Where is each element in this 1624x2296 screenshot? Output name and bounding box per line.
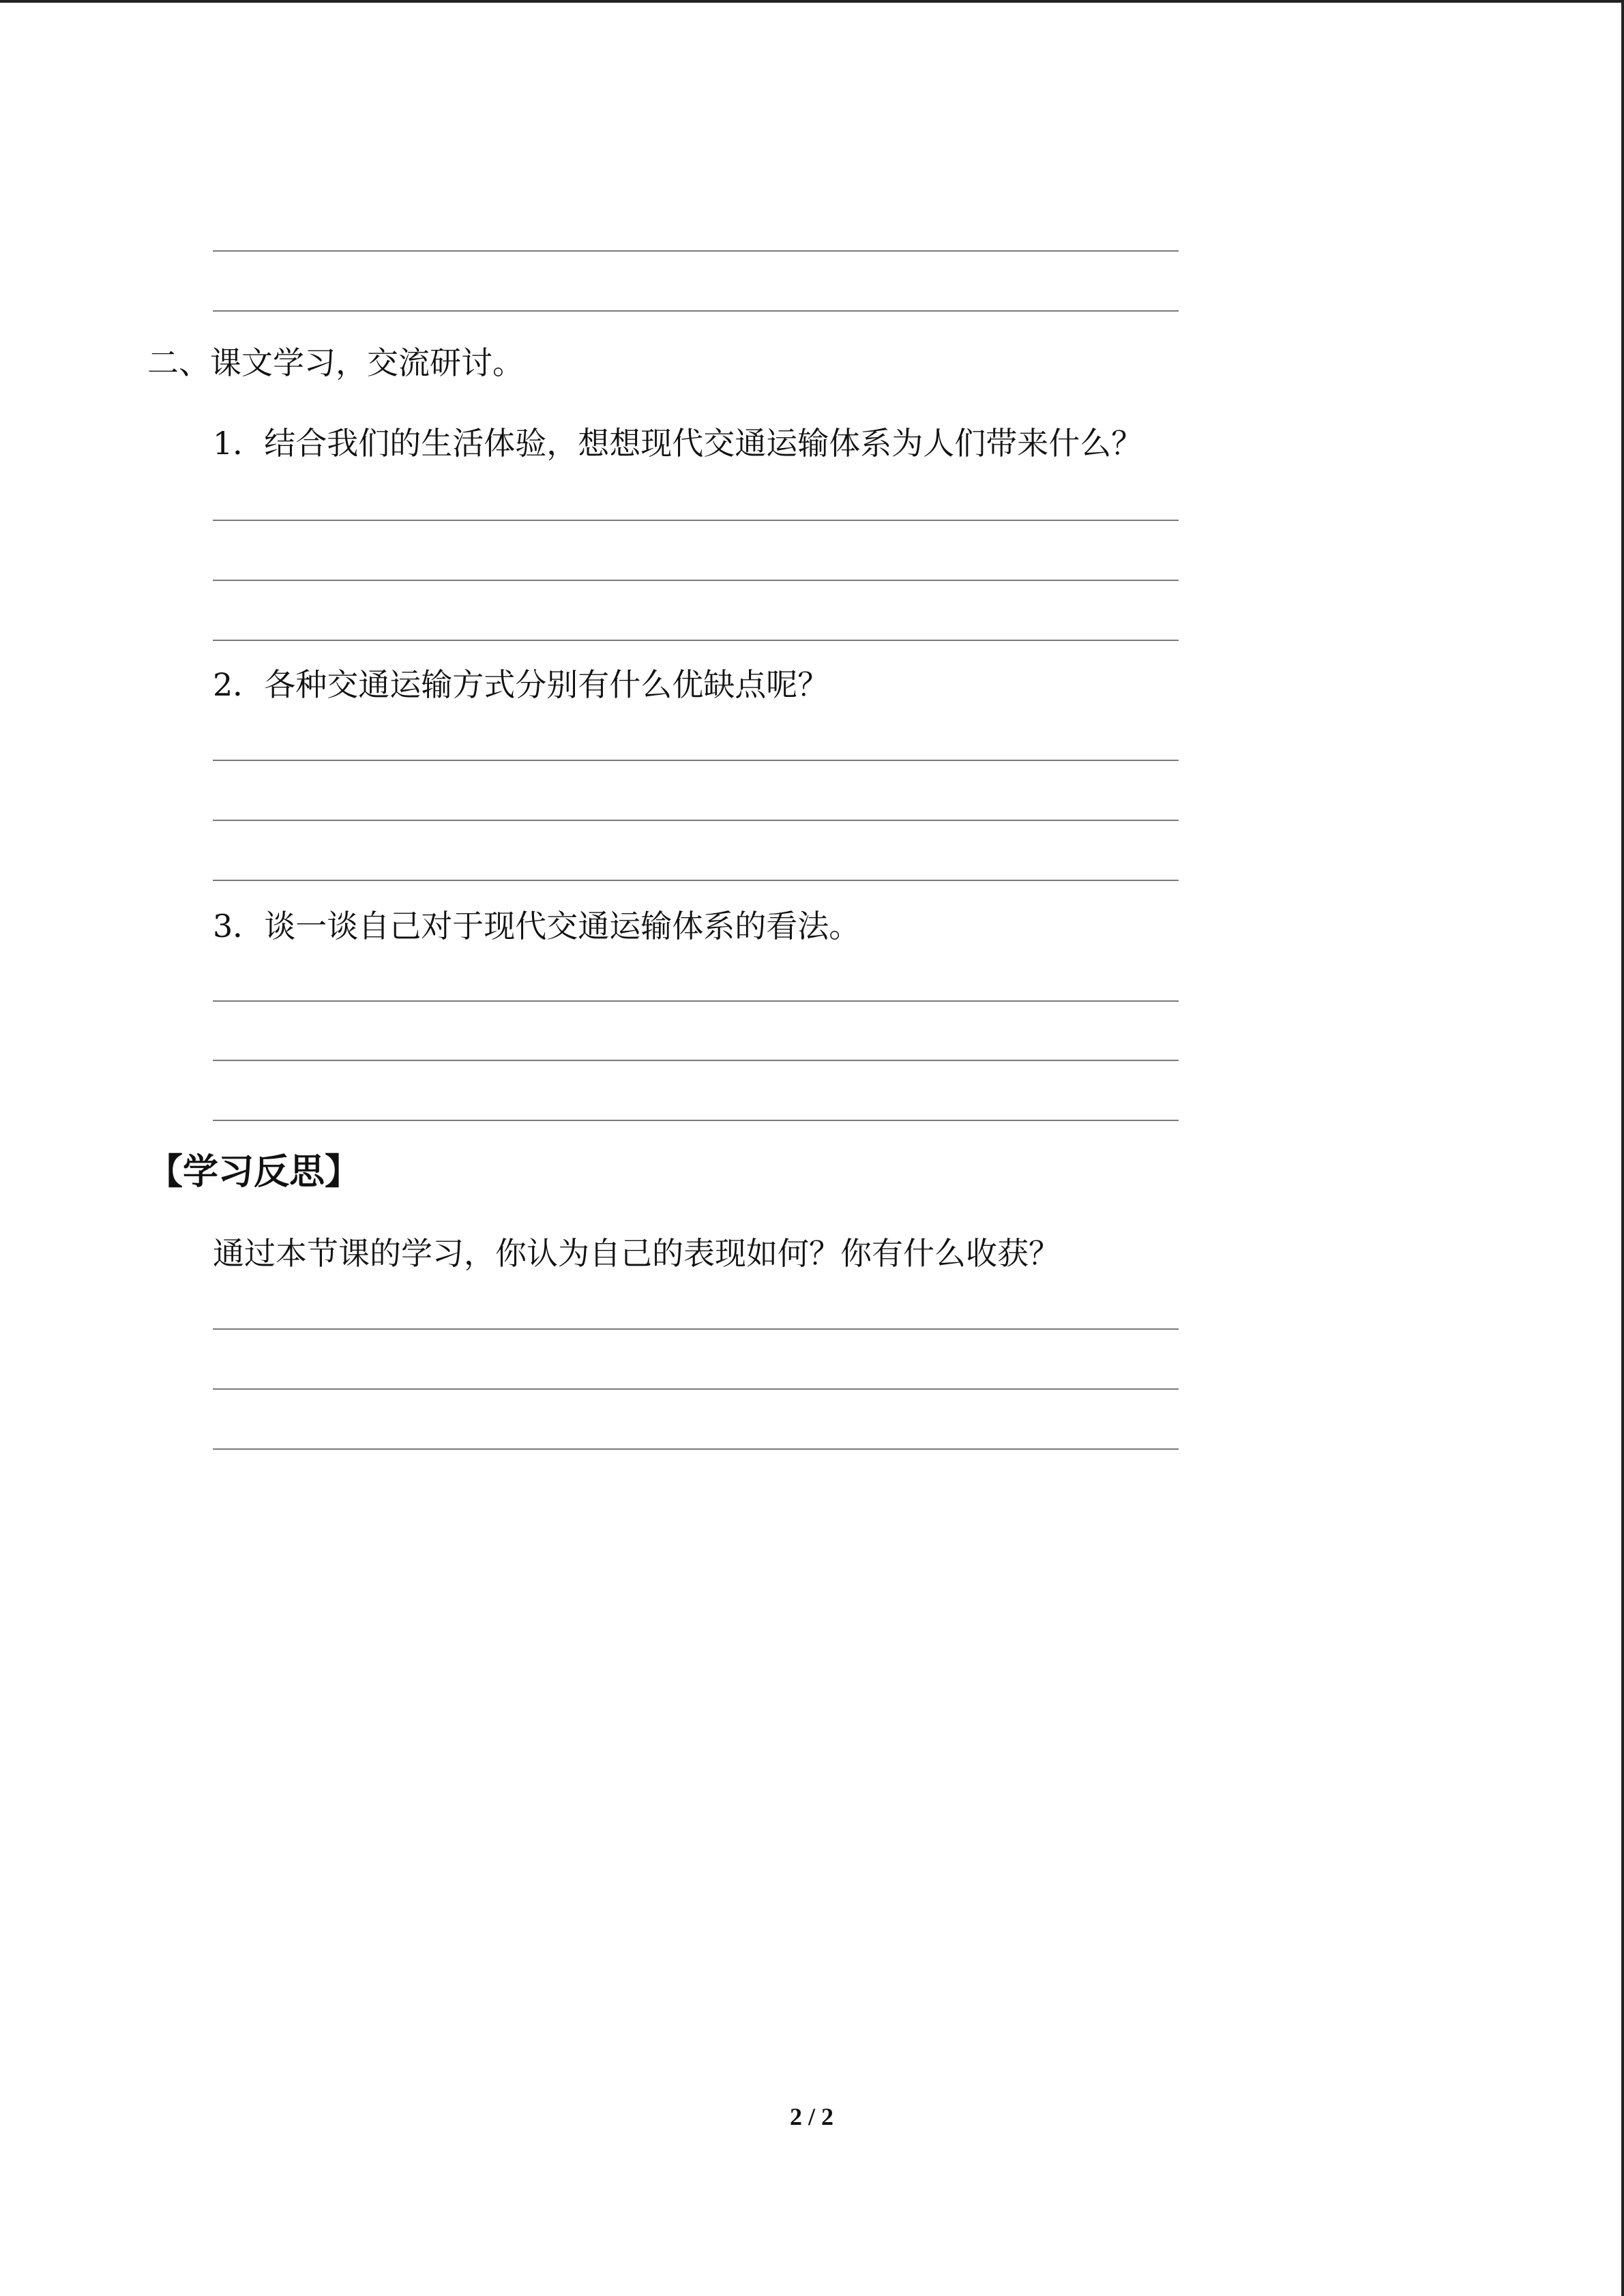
page-border-top — [0, 0, 1624, 3]
answer-line[interactable] — [213, 520, 1179, 521]
page-number: 2 / 2 — [789, 2103, 833, 2130]
answer-line[interactable] — [213, 1120, 1179, 1121]
answer-line[interactable] — [213, 250, 1179, 252]
question-2: 2．各种交通运输方式分别有什么优缺点呢？ — [213, 666, 829, 703]
answer-line[interactable] — [213, 640, 1179, 641]
answer-line[interactable] — [213, 760, 1179, 761]
answer-line[interactable] — [213, 880, 1179, 881]
question-1: 1．结合我们的生活体验，想想现代交通运输体系为人们带来什么？ — [213, 425, 1143, 462]
answer-line[interactable] — [213, 310, 1179, 312]
answer-line[interactable] — [213, 1448, 1179, 1450]
reflection-prompt: 通过本节课的学习，你认为自己的表现如何？你有什么收获？ — [213, 1235, 1060, 1272]
page-border-right — [1621, 0, 1624, 2296]
reflection-heading: 【学习反思】 — [147, 1152, 361, 1193]
answer-line[interactable] — [213, 1060, 1179, 1061]
answer-line[interactable] — [213, 1388, 1179, 1390]
answer-line[interactable] — [213, 1328, 1179, 1330]
answer-line[interactable] — [213, 820, 1179, 821]
section-heading: 二、课文学习，交流研讨。 — [147, 344, 524, 381]
question-3: 3．谈一谈自己对于现代交通运输体系的看法。 — [213, 908, 861, 944]
answer-line[interactable] — [213, 1000, 1179, 1002]
answer-line[interactable] — [213, 580, 1179, 581]
